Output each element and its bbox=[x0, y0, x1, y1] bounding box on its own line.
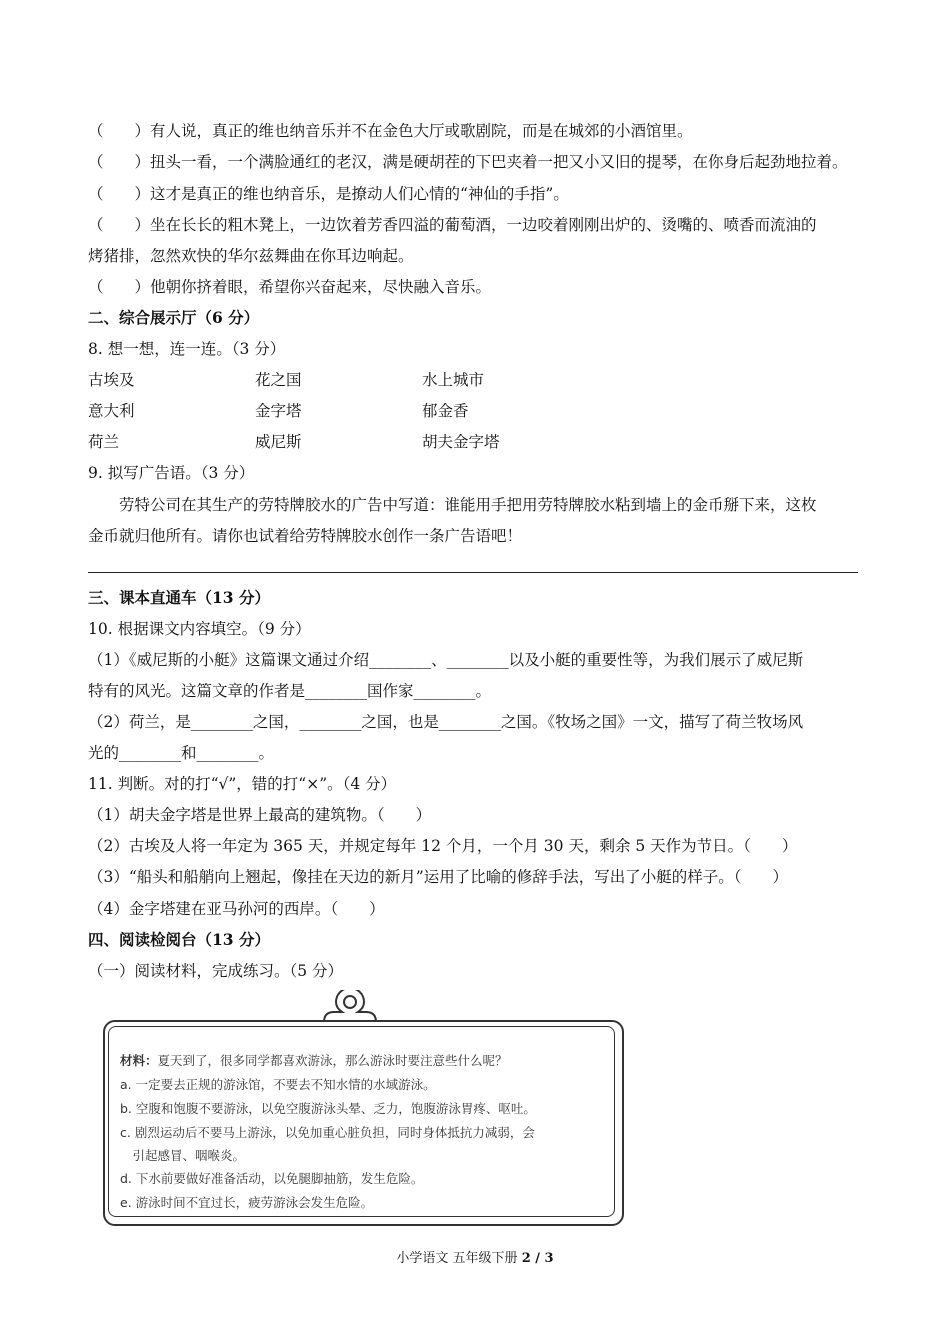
ordering-item-4: （ ）坐在长长的粗木凳上，一边饮着芳香四溢的葡萄酒，一边咬着刚刚出炉的、烫嘴的、喷香而流油的 bbox=[88, 216, 817, 234]
q11-item-3: （3）“船头和船艄向上翘起，像挂在天边的新月”运用了比喻的修辞手法，写出了小艇的样子。（ ） bbox=[88, 868, 788, 886]
answer-line[interactable] bbox=[88, 572, 858, 573]
ordering-item-4-cont: 烤猪排，忽然欢快的华尔兹舞曲在你耳边响起。 bbox=[88, 247, 414, 265]
material-line-c-cont: 引起感冒、咽喉炎。 bbox=[120, 1148, 246, 1163]
ordering-item-5: （ ）他朝你挤着眼，希望你兴奋起来，尽快融入音乐。 bbox=[88, 278, 492, 296]
page-number: 2 / 3 bbox=[521, 1251, 554, 1266]
material-line-d: d. 下水前要做好准备活动，以免腿脚抽筋，发生危险。 bbox=[120, 1171, 424, 1186]
q11-item-4: （4）金字塔建在亚马孙河的西岸。（ ） bbox=[88, 900, 385, 918]
q10-line-1: （1）《威尼斯的小艇》这篇课文通过介绍________、________以及小艇的重要性等，为我们展示了威尼斯 bbox=[88, 651, 804, 669]
q10-line-2: 特有的风光。这篇文章的作者是________国作家________。 bbox=[88, 682, 492, 700]
ordering-item-1: （ ）有人说，真正的维也纳音乐并不在金色大厅或歌剧院，而是在城郊的小酒馆里。 bbox=[88, 122, 693, 140]
q8-prompt: 8. 想一想，连一连。（3 分） bbox=[88, 340, 286, 358]
page-footer: 小学语文 五年级下册 2 / 3 bbox=[396, 1251, 554, 1266]
ordering-item-2: （ ）扭头一看，一个满脸通红的老汉，满是硬胡茬的下巴夹着一把又小又旧的提琴，在你身后起劲地拉着。 bbox=[88, 153, 848, 171]
match-right-2: 郁金香 bbox=[422, 402, 469, 420]
match-mid-1: 花之国 bbox=[255, 371, 302, 389]
match-left-1: 古埃及 bbox=[88, 371, 135, 389]
material-line-e: e. 游泳时间不宜过长，疲劳游泳会发生危险。 bbox=[120, 1195, 374, 1210]
material-intro: 材料：夏天到了，很多同学都喜欢游泳，那么游泳时要注意些什么呢？ bbox=[120, 1053, 508, 1068]
q11-item-1: （1）胡夫金字塔是世界上最高的建筑物。（ ） bbox=[88, 806, 432, 824]
q10-line-3: （2）荷兰，是________之国，________之国，也是________之国。《牧场之国》一文，描写了荷兰牧场风 bbox=[88, 713, 804, 731]
match-right-1: 水上城市 bbox=[422, 371, 485, 389]
q9-text-line1: 劳特公司在其生产的劳特牌胶水的广告中写道：谁能用手把用劳特牌胶水粘到墙上的金币掰下来，这枚 bbox=[88, 496, 817, 514]
match-mid-2: 金字塔 bbox=[255, 402, 302, 420]
q10-line-4: 光的________和________。 bbox=[88, 744, 275, 762]
q11-item-2: （2）古埃及人将一年定为 365 天，并规定每年 12 个月，一个月 30 天，剩余 5 天作为节日。（ ） bbox=[88, 837, 798, 855]
material-line-b: b. 空腹和饱腹不要游泳，以免空腹游泳头晕、乏力，饱腹游泳胃疼、呕吐。 bbox=[120, 1101, 536, 1116]
ordering-item-3: （ ）这才是真正的维也纳音乐，是撩动人们心情的“神仙的手指”。 bbox=[88, 185, 569, 203]
q9-prompt: 9. 拟写广告语。（3 分） bbox=[88, 464, 255, 482]
section2-heading: 二、综合展示厅（6 分） bbox=[88, 308, 260, 327]
q10-prompt: 10. 根据课文内容填空。（9 分） bbox=[88, 620, 311, 638]
section3-heading: 三、课本直通车（13 分） bbox=[88, 588, 270, 607]
q9-text-line2: 金币就归他所有。请你也试着给劳特牌胶水创作一条广告语吧！ bbox=[88, 527, 523, 545]
section4-heading: 四、阅读检阅台（13 分） bbox=[88, 930, 270, 949]
reading-sub1-prompt: （一）阅读材料，完成练习。（5 分） bbox=[88, 962, 344, 980]
material-line-a: a. 一定要去正规的游泳馆，不要去不知水情的水域游泳。 bbox=[120, 1077, 436, 1092]
material-line-c: c. 剧烈运动后不要马上游泳，以免加重心脏负担，同时身体抵抗力减弱，会 bbox=[120, 1125, 535, 1140]
match-right-3: 胡夫金字塔 bbox=[422, 433, 500, 451]
match-left-3: 荷兰 bbox=[88, 433, 120, 451]
match-mid-3: 威尼斯 bbox=[255, 433, 302, 451]
match-left-2: 意大利 bbox=[88, 402, 135, 420]
q11-prompt: 11. 判断。对的打“√”，错的打“×”。（4 分） bbox=[88, 775, 397, 793]
